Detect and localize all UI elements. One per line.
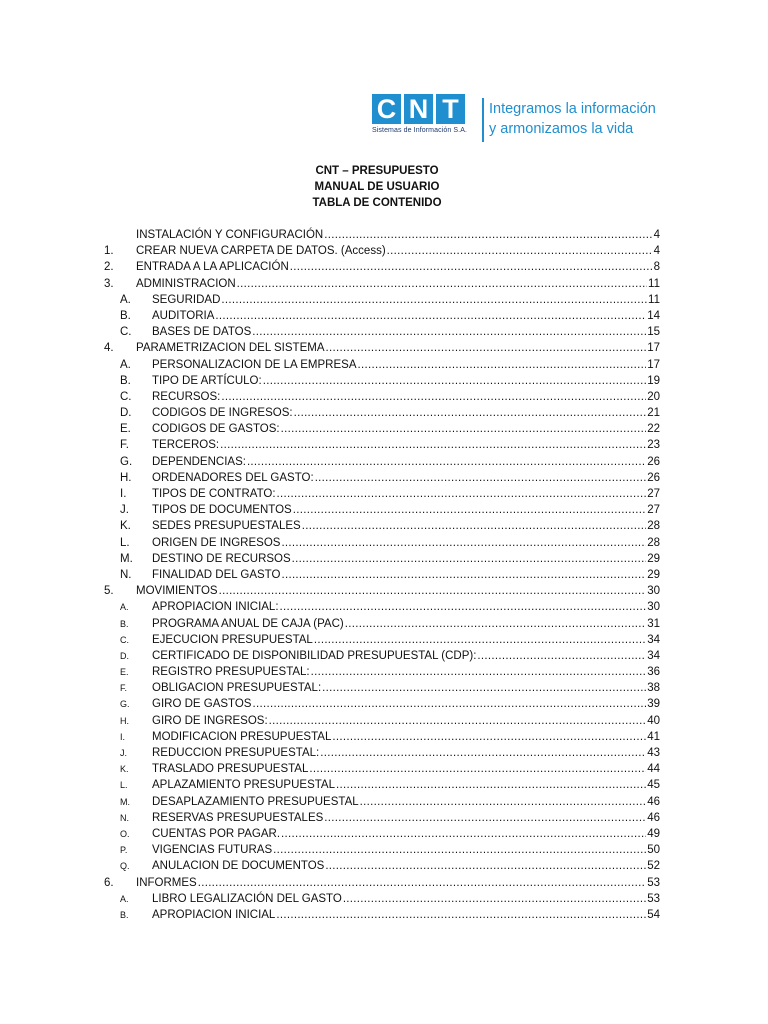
toc-dot-leader [276, 907, 646, 923]
toc-entry-number: E. [120, 667, 129, 678]
toc-entry-number: B. [120, 909, 129, 920]
toc-entry-label: ORIGEN DE INGRESOS [152, 536, 281, 549]
toc-entry-label: APROPIACION INICIAL: [152, 601, 279, 614]
toc-dot-leader [324, 227, 652, 243]
toc-dot-leader [281, 421, 647, 437]
toc-entry-label: CERTIFICADO DE DISPONIBILIDAD PRESUPUESTAL (CDP): [152, 649, 477, 662]
toc-entry-number: D. [120, 407, 132, 420]
toc-entry-number: P. [120, 845, 128, 856]
toc-entry-number: L. [120, 536, 130, 549]
toc-entry[interactable] [104, 599, 660, 615]
toc-dot-leader [221, 389, 646, 405]
toc-dot-leader [219, 583, 647, 599]
toc-dot-leader [198, 875, 647, 891]
toc-entry[interactable] [104, 616, 660, 632]
toc-entry-label: CUENTAS POR PAGAR. [152, 827, 281, 840]
toc-entry[interactable] [104, 842, 660, 858]
toc-entry-page: 19 [647, 374, 660, 387]
toc-entry-label: APLAZAMIENTO PRESUPUESTAL [152, 779, 335, 792]
logo-letter-c: C [372, 94, 401, 124]
toc-entry-number: 6. [104, 876, 114, 889]
toc-entry[interactable] [104, 243, 660, 259]
toc-entry[interactable] [104, 875, 660, 891]
toc-entry-number: O. [120, 828, 130, 839]
toc-entry-label: TERCEROS: [152, 439, 220, 452]
toc-entry-page: 53 [647, 876, 660, 889]
toc-dot-leader [281, 567, 646, 583]
toc-entry[interactable] [104, 745, 660, 761]
title-manual: MANUAL DE USUARIO [314, 181, 440, 193]
toc-entry[interactable] [104, 907, 660, 923]
toc-entry-page: 39 [647, 698, 660, 711]
toc-entry-page: 45 [647, 779, 660, 792]
toc-entry-page: 44 [647, 763, 660, 776]
toc-entry-number: B. [120, 309, 131, 322]
toc-dot-leader [292, 551, 647, 567]
toc-entry-number: I. [120, 488, 127, 500]
toc-entry-label: CREAR NUEVA CARPETA DE DATOS. (Access) [136, 245, 386, 258]
toc-entry[interactable] [104, 729, 660, 745]
toc-dot-leader [220, 437, 646, 453]
toc-entry-number: L. [120, 780, 128, 791]
toc-entry-page: 15 [647, 326, 660, 339]
toc-entry-number: A. [120, 293, 131, 306]
toc-dot-leader [277, 486, 647, 502]
toc-entry-page: 46 [647, 795, 660, 808]
toc-entry-number: A. [120, 602, 129, 613]
toc-entry[interactable] [104, 535, 660, 551]
toc-entry[interactable] [104, 357, 660, 373]
toc-entry-label: CODIGOS DE INGRESOS: [152, 407, 293, 420]
toc-entry-page: 4 [653, 245, 660, 258]
toc-entry-number: A. [120, 358, 131, 371]
toc-entry-number: F. [120, 683, 128, 694]
toc-entry-page: 49 [647, 827, 660, 840]
toc-entry-number: M. [120, 552, 133, 565]
toc-entry-page: 34 [647, 649, 660, 662]
toc-dot-leader [309, 761, 646, 777]
toc-dot-leader [343, 891, 646, 907]
toc-entry-number: J. [120, 748, 128, 758]
toc-entry[interactable] [104, 324, 660, 340]
toc-entry-page: 29 [647, 568, 660, 581]
toc-entry-label: INFORMES [136, 876, 197, 889]
logo-letter-t: T [436, 94, 465, 124]
toc-entry-number: G. [120, 699, 130, 710]
toc-entry-page: 27 [647, 504, 660, 517]
toc-entry-label: REDUCCION PRESUPUESTAL: [152, 747, 320, 759]
toc-entry-label: AUDITORIA [152, 309, 215, 322]
toc-entry-page: 43 [647, 747, 660, 759]
toc-entry-page: 28 [647, 536, 660, 549]
toc-dot-leader [315, 470, 647, 486]
toc-entry-number: A. [120, 893, 129, 904]
toc-entry-number: 1. [104, 245, 114, 258]
toc-dot-leader [325, 858, 646, 874]
toc-dot-leader [252, 324, 646, 340]
toc-entry-label: PARAMETRIZACION DEL SISTEMA [136, 342, 325, 355]
toc-entry[interactable] [104, 696, 660, 712]
toc-entry[interactable] [104, 858, 660, 874]
toc-dot-leader [322, 680, 646, 696]
toc-entry-page: 11 [648, 293, 660, 306]
toc-entry[interactable] [104, 486, 660, 502]
toc-entry-label: FINALIDAD DEL GASTO [152, 568, 281, 581]
toc-entry-page: 38 [647, 682, 660, 695]
toc-entry[interactable] [104, 664, 660, 680]
toc-dot-leader [320, 745, 646, 761]
toc-dot-leader [252, 696, 646, 712]
toc-entry-page: 29 [647, 552, 660, 565]
toc-entry-label: PERSONALIZACION DE LA EMPRESA [152, 358, 357, 371]
toc-entry-number: K. [120, 764, 129, 775]
toc-entry-page: 14 [647, 309, 660, 322]
toc-entry-number: B. [120, 374, 131, 387]
toc-dot-leader [263, 373, 647, 389]
logo-divider [482, 98, 484, 142]
toc-dot-leader [311, 664, 647, 680]
toc-entry-page: 28 [647, 520, 660, 533]
toc-entry-number: J. [120, 504, 129, 517]
toc-dot-leader [294, 405, 647, 421]
toc-entry-number: N. [120, 568, 132, 581]
toc-entry-page: 52 [647, 860, 660, 873]
toc-entry-number: E. [120, 423, 131, 436]
toc-entry-number: C. [120, 390, 132, 403]
toc-entry[interactable] [104, 794, 660, 810]
toc-entry-label: GIRO DE GASTOS [152, 698, 252, 711]
toc-entry[interactable] [104, 227, 660, 243]
cnt-logo [372, 94, 467, 146]
toc-entry-label: RESERVAS PRESUPUESTALES [152, 811, 324, 824]
toc-entry-page: 8 [653, 261, 660, 274]
toc-dot-leader [293, 502, 646, 518]
toc-entry-label: TRASLADO PRESUPUESTAL [152, 763, 309, 776]
logo-letters [372, 94, 467, 124]
toc-entry-label: ORDENADORES DEL GASTO: [152, 471, 314, 484]
toc-dot-leader [215, 308, 646, 324]
toc-entry-label: MOVIMIENTOS [136, 585, 218, 598]
toc-entry-number: I. [120, 731, 126, 742]
toc-entry-page: 53 [647, 892, 660, 905]
toc-entry-label: LIBRO LEGALIZACIÓN DEL GASTO [152, 892, 342, 905]
toc-entry-label: OBLIGACION PRESUPUESTAL: [152, 682, 322, 695]
toc-entry-label: APROPIACION INICIAL [152, 908, 276, 921]
toc-entry[interactable] [104, 810, 660, 826]
toc-entry[interactable] [104, 292, 660, 308]
toc-entry[interactable] [104, 632, 660, 648]
toc-entry-page: 11 [648, 277, 660, 290]
toc-entry-label: CODIGOS DE GASTOS: [152, 423, 280, 436]
toc-entry-label: TIPOS DE CONTRATO: [152, 488, 276, 500]
toc-entry-number: H. [120, 715, 129, 726]
toc-entry-label: MODIFICACION PRESUPUESTAL [152, 730, 332, 743]
title-toc: TABLA DE CONTENIDO [312, 197, 442, 209]
toc-dot-leader [247, 454, 646, 470]
toc-entry-page: 54 [647, 908, 660, 921]
toc-entry-number: B. [120, 618, 129, 629]
toc-entry[interactable] [104, 502, 660, 518]
toc-entry-page: 46 [647, 811, 660, 824]
toc-entry[interactable] [104, 259, 660, 275]
toc-entry-page: 23 [647, 439, 660, 452]
toc-entry-number: D. [120, 650, 129, 661]
toc-entry-page: 21 [647, 407, 660, 420]
toc-entry-number: 2. [104, 261, 114, 274]
toc-dot-leader [237, 276, 647, 292]
toc-entry-label: TIPO DE ARTÍCULO: [152, 374, 262, 387]
toc-entry[interactable] [104, 276, 660, 292]
toc-entry-label: GIRO DE INGRESOS: [152, 714, 268, 727]
toc-entry[interactable] [104, 421, 660, 437]
toc-entry-label: ANULACION DE DOCUMENTOS [152, 860, 325, 873]
toc-entry-label: EJECUCION PRESUPUESTAL [152, 633, 313, 646]
toc-entry-number: Q. [120, 861, 130, 872]
toc-entry-number: N. [120, 812, 129, 823]
toc-entry[interactable] [104, 826, 660, 842]
title-product: CNT – PRESUPUESTO [315, 165, 439, 177]
toc-entry-page: 50 [647, 844, 660, 857]
toc-dot-leader [269, 713, 647, 729]
toc-entry[interactable] [104, 454, 660, 470]
toc-entry-label: DESAPLAZAMIENTO PRESUPUESTAL [152, 795, 359, 808]
toc-dot-leader [221, 292, 647, 308]
toc-entry-label: RECURSOS: [152, 390, 221, 403]
toc-entry[interactable] [104, 518, 660, 534]
toc-entry-page: 34 [647, 633, 660, 646]
toc-entry[interactable] [104, 891, 660, 907]
toc-entry-number: H. [120, 471, 132, 484]
toc-entry-page: 41 [647, 730, 660, 743]
toc-entry-page: 36 [647, 666, 660, 679]
toc-entry-label: SEDES PRESUPUESTALES [152, 520, 301, 533]
toc-entry-page: 4 [653, 229, 660, 241]
toc-dot-leader [345, 616, 646, 632]
toc-entry[interactable] [104, 567, 660, 583]
toc-entry[interactable] [104, 713, 660, 729]
toc-entry-number: F. [120, 439, 129, 452]
toc-dot-leader [324, 810, 646, 826]
toc-entry-label: ADMINISTRACION [136, 277, 236, 290]
toc-entry-label: REGISTRO PRESUPUESTAL: [152, 666, 310, 679]
toc-entry-page: 26 [647, 471, 660, 484]
toc-entry[interactable] [104, 680, 660, 696]
toc-entry-number: 3. [104, 277, 114, 290]
toc-entry[interactable] [104, 777, 660, 793]
toc-dot-leader [314, 632, 646, 648]
toc-entry-label: BASES DE DATOS [152, 326, 252, 339]
toc-entry[interactable] [104, 583, 660, 599]
toc-entry-number: G. [120, 455, 133, 468]
toc-entry-page: 26 [647, 455, 660, 468]
toc-dot-leader [477, 648, 646, 664]
toc-entry[interactable] [104, 551, 660, 567]
toc-entry-number: C. [120, 326, 132, 339]
toc-entry-label: TIPOS DE DOCUMENTOS [152, 504, 292, 517]
toc-entry-label: INSTALACIÓN Y CONFIGURACIÓN [136, 229, 324, 241]
toc-entry-label: VIGENCIAS FUTURAS [152, 844, 273, 857]
toc-dot-leader [336, 777, 646, 793]
toc-dot-leader [302, 518, 647, 534]
toc-entry-page: 17 [647, 358, 660, 371]
toc-entry-label: ENTRADA A LA APLICACIÓN [136, 261, 289, 274]
toc-entry[interactable] [104, 648, 660, 664]
toc-entry-number: M. [120, 796, 130, 807]
toc-entry-page: 20 [647, 390, 660, 403]
logo-subtitle: Sistemas de Información S.A. [372, 127, 468, 134]
toc-dot-leader [280, 599, 647, 615]
toc-entry-page: 31 [647, 617, 660, 630]
toc-entry-label: DEPENDENCIAS: [152, 455, 246, 468]
toc-entry[interactable] [104, 761, 660, 777]
toc-entry-page: 30 [647, 601, 660, 614]
toc-entry[interactable] [104, 389, 660, 405]
toc-dot-leader [281, 826, 646, 842]
toc-entry[interactable] [104, 373, 660, 389]
toc-dot-leader [387, 243, 653, 259]
toc-dot-leader [332, 729, 646, 745]
toc-entry-page: 40 [647, 714, 660, 727]
toc-entry-label: PROGRAMA ANUAL DE CAJA (PAC) [152, 617, 344, 630]
logo-letter-n: N [404, 94, 433, 124]
toc-entry[interactable] [104, 308, 660, 324]
toc-entry[interactable] [104, 405, 660, 421]
toc-entry-label: SEGURIDAD [152, 293, 221, 306]
toc-dot-leader [358, 357, 647, 373]
toc-entry-number: K. [120, 520, 131, 533]
toc-entry-page: 22 [647, 423, 660, 436]
toc-entry[interactable] [104, 340, 660, 356]
slogan [489, 99, 656, 139]
toc-dot-leader [290, 259, 653, 275]
slogan-line-2: y armonizamos la vida [489, 121, 634, 137]
table-of-contents [104, 227, 660, 923]
toc-dot-leader [326, 340, 647, 356]
toc-dot-leader [281, 535, 646, 551]
slogan-line-1: Integramos la información [489, 101, 656, 117]
toc-dot-leader [360, 794, 647, 810]
toc-entry-number: C. [120, 634, 129, 645]
toc-entry[interactable] [104, 470, 660, 486]
toc-entry-page: 27 [647, 488, 660, 500]
toc-entry-label: DESTINO DE RECURSOS [152, 552, 291, 565]
document-titles [0, 163, 768, 211]
toc-entry-page: 17 [647, 342, 660, 355]
toc-dot-leader [273, 842, 646, 858]
toc-entry-page: 30 [647, 585, 660, 598]
toc-entry-number: 4. [104, 342, 114, 355]
toc-entry[interactable] [104, 437, 660, 453]
toc-entry-number: 5. [104, 585, 114, 598]
